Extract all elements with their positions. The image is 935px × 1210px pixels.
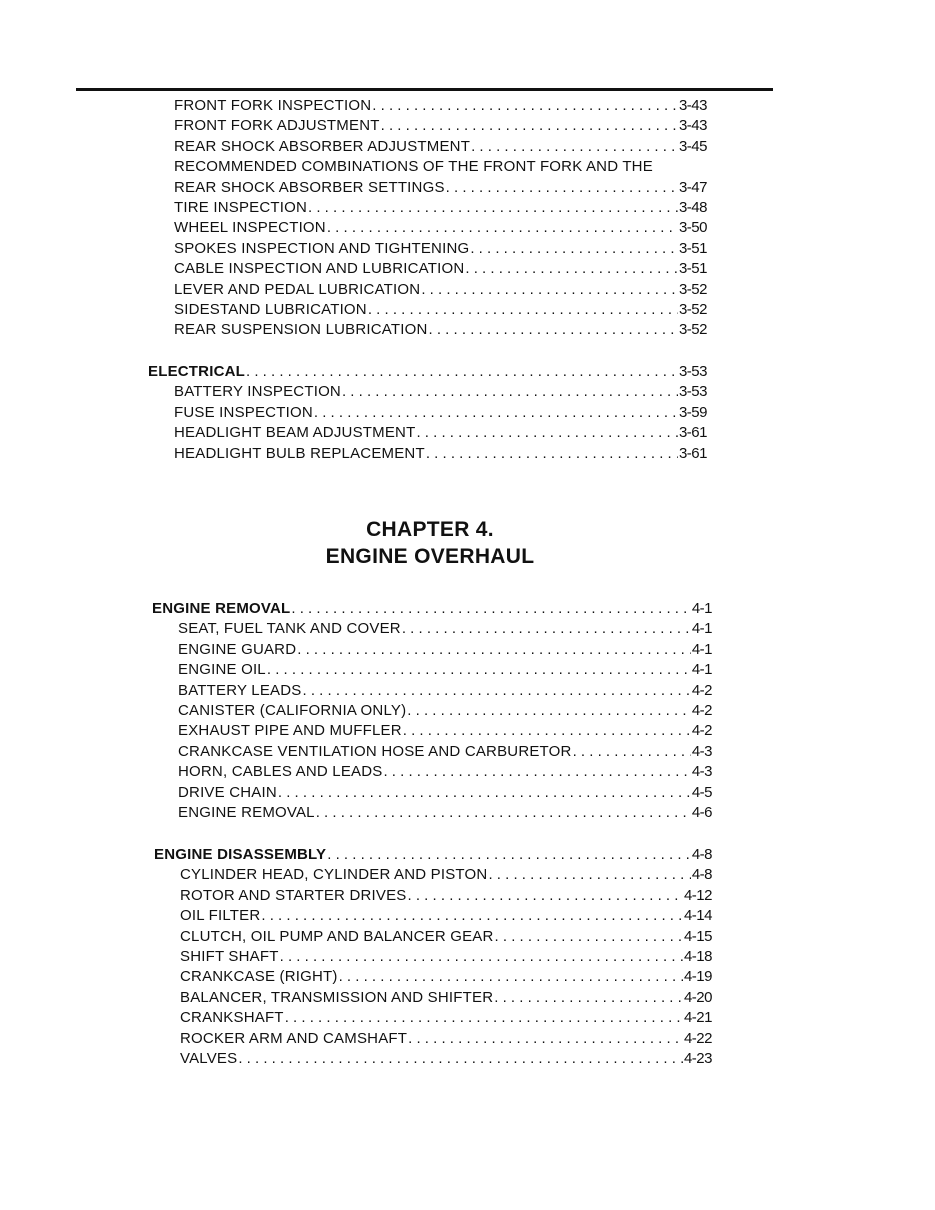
toc-entry-page: 4-20 — [683, 988, 712, 1006]
toc-entry-page: 3-50 — [678, 219, 707, 237]
toc-entry-title: CANISTER (CALIFORNIA ONLY) — [178, 701, 407, 719]
toc-entry-page: 4-5 — [691, 783, 712, 801]
header-rule — [76, 88, 773, 91]
toc-section-continued — [174, 97, 707, 342]
toc-entry[interactable] — [152, 784, 712, 804]
dot-leader — [267, 661, 691, 678]
dot-leader — [280, 948, 683, 965]
toc-entry-page: 4-14 — [683, 907, 712, 925]
toc-entry[interactable] — [154, 948, 712, 968]
toc-entry[interactable] — [152, 620, 712, 640]
toc-entry-title: SEAT, FUEL TANK AND COVER — [178, 620, 401, 638]
toc-entry-page: 3-61 — [678, 424, 707, 442]
toc-entry-page: 4-2 — [691, 681, 712, 699]
dot-leader — [465, 260, 678, 277]
dot-leader — [297, 641, 691, 658]
toc-entry-title: TIRE INSPECTION — [174, 198, 308, 216]
toc-entry-title: ENGINE REMOVAL — [178, 803, 315, 821]
chapter-number: CHAPTER 4. — [366, 518, 494, 541]
dot-leader — [246, 363, 678, 380]
toc-entry[interactable] — [148, 383, 707, 403]
dot-leader — [488, 866, 690, 883]
toc-entry-page: 4-8 — [691, 866, 712, 884]
toc-entry[interactable] — [148, 404, 707, 424]
toc-entry[interactable] — [154, 1009, 712, 1029]
toc-entry-title: HEADLIGHT BULB REPLACEMENT — [174, 444, 425, 462]
dot-leader — [339, 968, 683, 985]
toc-entry-page: 4-1 — [691, 640, 712, 658]
dot-leader — [407, 702, 691, 719]
dot-leader — [314, 404, 678, 421]
toc-entry-title: FUSE INSPECTION — [174, 403, 313, 421]
toc-entry-title: CYLINDER HEAD, CYLINDER AND PISTON — [180, 866, 488, 884]
toc-entry-title: FRONT FORK ADJUSTMENT — [174, 117, 380, 135]
dot-leader — [383, 763, 690, 780]
toc-entry-page: 3-51 — [678, 239, 707, 257]
dot-leader — [573, 743, 691, 760]
toc-entry[interactable] — [154, 989, 712, 1009]
toc-heading-title: ENGINE DISASSEMBLY — [154, 846, 327, 863]
dot-leader — [316, 804, 691, 821]
toc-entry-title: LEVER AND PEDAL LUBRICATION — [174, 280, 421, 298]
dot-leader — [408, 887, 683, 904]
toc-entry[interactable] — [174, 301, 707, 321]
dot-leader — [495, 928, 683, 945]
dot-leader — [308, 199, 678, 216]
toc-entry-page: 4-15 — [683, 927, 712, 945]
dot-leader — [402, 620, 691, 637]
toc-heading-title: ELECTRICAL — [148, 363, 245, 380]
toc-entry[interactable] — [174, 281, 707, 301]
toc-entry-wrapped-line[interactable] — [174, 158, 707, 178]
dot-leader — [426, 445, 678, 462]
toc-entry-title: CRANKCASE (RIGHT) — [180, 968, 338, 986]
dot-leader — [494, 989, 683, 1006]
dot-leader — [471, 138, 678, 155]
toc-entry-page: 3-47 — [678, 178, 707, 196]
toc-entry-title: RECOMMENDED COMBINATIONS OF THE FRONT FORK AND THE — [174, 158, 653, 176]
toc-entry-title: BATTERY INSPECTION — [174, 383, 341, 401]
dot-leader — [278, 784, 691, 801]
toc-entry-page: 4-23 — [683, 1049, 712, 1067]
dot-leader — [372, 97, 678, 114]
toc-heading-title: ENGINE REMOVAL — [152, 600, 291, 617]
dot-leader — [429, 321, 678, 338]
toc-entry[interactable] — [174, 219, 707, 239]
toc-entry[interactable] — [152, 743, 712, 763]
chapter-title — [0, 516, 860, 570]
toc-entry-page: 4-3 — [691, 763, 712, 781]
toc-entry[interactable] — [148, 424, 707, 444]
toc-entry-title: EXHAUST PIPE AND MUFFLER — [178, 722, 402, 740]
toc-section-engine-disassembly — [154, 846, 712, 1070]
dot-leader — [302, 682, 690, 699]
toc-entry[interactable] — [154, 907, 712, 927]
toc-heading-electrical[interactable] — [148, 363, 707, 383]
toc-entry[interactable] — [152, 722, 712, 742]
toc-entry[interactable] — [174, 117, 707, 137]
toc-entry-title: REAR SHOCK ABSORBER SETTINGS — [174, 178, 445, 196]
toc-entry[interactable] — [174, 321, 707, 341]
toc-entry[interactable] — [174, 138, 707, 158]
toc-entry-title: VALVES — [180, 1049, 238, 1067]
toc-entry[interactable] — [148, 445, 707, 465]
toc-entry-title: SIDESTAND LUBRICATION — [174, 300, 367, 318]
toc-entry-page: 3-43 — [678, 97, 707, 114]
toc-entry-title: DRIVE CHAIN — [178, 783, 277, 801]
dot-leader — [291, 600, 690, 617]
toc-entry-title: REAR SHOCK ABSORBER ADJUSTMENT — [174, 137, 471, 155]
toc-entry-page: 4-2 — [691, 701, 712, 719]
toc-entry[interactable] — [152, 702, 712, 722]
toc-entry-page: 4-18 — [683, 947, 712, 965]
toc-entry-page: 4-3 — [691, 742, 712, 760]
toc-entry-page: 3-61 — [678, 444, 707, 462]
chapter-name: ENGINE OVERHAUL — [325, 545, 535, 568]
toc-entry[interactable] — [152, 682, 712, 702]
toc-entry-title: CABLE INSPECTION AND LUBRICATION — [174, 260, 465, 278]
toc-entry[interactable] — [154, 968, 712, 988]
toc-heading-engine-disassembly[interactable] — [154, 846, 712, 866]
dot-leader — [470, 240, 678, 257]
toc-entry[interactable] — [174, 179, 707, 199]
toc-heading-engine-removal[interactable] — [152, 600, 712, 620]
dot-leader — [368, 301, 678, 318]
toc-entry-page: 4-22 — [683, 1029, 712, 1047]
toc-heading-page: 3-53 — [678, 363, 707, 380]
toc-entry[interactable] — [174, 97, 707, 117]
toc-section-electrical — [148, 363, 707, 465]
toc-entry[interactable] — [152, 804, 712, 824]
toc-entry-title: CLUTCH, OIL PUMP AND BALANCER GEAR — [180, 927, 494, 945]
toc-entry-title: CRANKCASE VENTILATION HOSE AND CARBURETOR — [178, 742, 572, 760]
toc-entry[interactable] — [154, 887, 712, 907]
toc-entry-title: BATTERY LEADS — [178, 681, 302, 699]
toc-entry-page: 4-6 — [691, 803, 712, 821]
toc-entry-page: 3-43 — [678, 117, 707, 135]
toc-entry[interactable] — [154, 866, 712, 886]
toc-entry-page: 3-51 — [678, 260, 707, 278]
dot-leader — [327, 219, 678, 236]
toc-entry-title: ENGINE OIL — [178, 661, 266, 679]
dot-leader — [403, 722, 691, 739]
toc-entry-page: 3-48 — [678, 198, 707, 216]
toc-entry[interactable] — [152, 661, 712, 681]
dot-leader — [327, 846, 691, 863]
toc-entry-title: SPOKES INSPECTION AND TIGHTENING — [174, 239, 470, 257]
toc-entry-title: HEADLIGHT BEAM ADJUSTMENT — [174, 424, 416, 442]
toc-entry-title: ROCKER ARM AND CAMSHAFT — [180, 1029, 408, 1047]
dot-leader — [285, 1009, 683, 1026]
toc-entry[interactable] — [174, 260, 707, 280]
toc-entry-title: CRANKSHAFT — [180, 1009, 284, 1027]
toc-entry-page: 3-53 — [678, 383, 707, 401]
toc-entry-title: FRONT FORK INSPECTION — [174, 97, 372, 114]
toc-entry-title: HORN, CABLES AND LEADS — [178, 763, 383, 781]
toc-entry-title: ENGINE GUARD — [178, 640, 297, 658]
dot-leader — [408, 1030, 683, 1047]
dot-leader — [416, 424, 678, 441]
toc-section-engine-removal — [152, 600, 712, 824]
toc-entry-title: OIL FILTER — [180, 907, 261, 925]
dot-leader — [381, 117, 678, 134]
toc-entry-page: 4-2 — [691, 722, 712, 740]
toc-entry-page: 3-52 — [678, 280, 707, 298]
toc-entry-title: REAR SUSPENSION LUBRICATION — [174, 321, 428, 339]
dot-leader — [238, 1050, 683, 1067]
toc-entry[interactable] — [154, 1050, 712, 1070]
toc-entry-page: 4-21 — [683, 1009, 712, 1027]
toc-entry-title: SHIFT SHAFT — [180, 947, 279, 965]
toc-entry-page: 3-59 — [678, 403, 707, 421]
toc-entry-page: 4-1 — [691, 620, 712, 638]
dot-leader — [421, 281, 678, 298]
toc-entry[interactable] — [152, 641, 712, 661]
toc-entry-title: ROTOR AND STARTER DRIVES — [180, 886, 407, 904]
toc-entry-page: 4-12 — [683, 886, 712, 904]
dot-leader — [342, 383, 678, 400]
toc-entry-page: 3-52 — [678, 300, 707, 318]
toc-entry[interactable] — [154, 1030, 712, 1050]
toc-entry[interactable] — [152, 763, 712, 783]
toc-entry-page: 4-19 — [683, 968, 712, 986]
toc-entry-title: WHEEL INSPECTION — [174, 219, 326, 237]
toc-entry-page: 3-52 — [678, 321, 707, 339]
toc-entry[interactable] — [154, 928, 712, 948]
toc-entry-title: BALANCER, TRANSMISSION AND SHIFTER — [180, 988, 494, 1006]
toc-entry[interactable] — [174, 199, 707, 219]
toc-heading-page: 4-1 — [691, 600, 712, 617]
toc-entry-page: 4-1 — [691, 661, 712, 679]
toc-entry[interactable] — [174, 240, 707, 260]
dot-leader — [446, 179, 678, 196]
toc-heading-page: 4-8 — [691, 846, 712, 863]
dot-leader — [261, 907, 683, 924]
toc-entry-page: 3-45 — [678, 137, 707, 155]
